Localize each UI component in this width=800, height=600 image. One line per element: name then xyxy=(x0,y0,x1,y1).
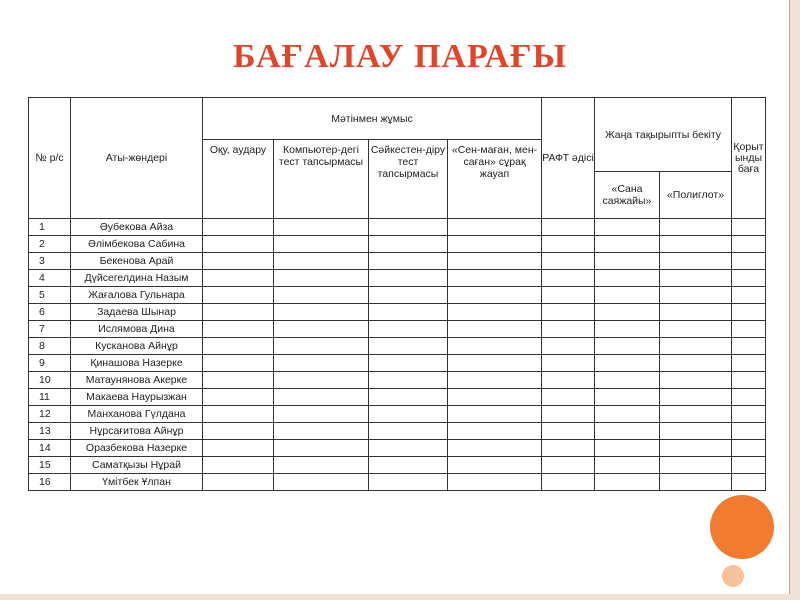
grade-cell[interactable] xyxy=(369,338,448,355)
table-row xyxy=(29,423,766,440)
header-name: Аты-жөндері xyxy=(71,98,203,219)
row-number: 8 xyxy=(29,338,71,355)
grade-cell[interactable] xyxy=(448,423,542,440)
grade-cell[interactable] xyxy=(660,287,732,304)
grade-cell[interactable] xyxy=(660,406,732,423)
student-name: Ислямова Дина xyxy=(71,321,203,338)
page-title: БАҒАЛАУ ПАРАҒЫ xyxy=(232,38,568,75)
header-saik: Сәйкестен-діру тест тапсырмасы xyxy=(369,140,448,219)
grade-cell[interactable] xyxy=(369,236,448,253)
header-sana: «Сана саяжайы» xyxy=(595,172,660,219)
grade-cell[interactable] xyxy=(732,423,766,440)
header-sen: «Сен-маған, мен-саған» сұрақ жауап xyxy=(448,140,542,219)
table-row xyxy=(29,338,766,355)
grade-cell[interactable] xyxy=(369,423,448,440)
grade-cell[interactable] xyxy=(542,270,595,287)
grade-cell[interactable] xyxy=(660,304,732,321)
header-zhana: Жаңа тақырыпты бекіту xyxy=(595,98,732,172)
grade-cell[interactable] xyxy=(203,219,274,236)
grade-cell[interactable] xyxy=(274,355,369,372)
table-row xyxy=(29,355,766,372)
header-matin: Мәтінмен жұмыс xyxy=(203,98,542,140)
grade-cell[interactable] xyxy=(274,253,369,270)
grade-cell[interactable] xyxy=(448,304,542,321)
grade-cell[interactable] xyxy=(203,440,274,457)
grade-cell[interactable] xyxy=(595,457,660,474)
grade-cell[interactable] xyxy=(595,423,660,440)
grade-cell[interactable] xyxy=(732,219,766,236)
grade-cell[interactable] xyxy=(203,236,274,253)
grade-cell[interactable] xyxy=(732,474,766,491)
student-name: Саматқызы Нұрай xyxy=(71,457,203,474)
grade-cell[interactable] xyxy=(660,270,732,287)
grade-cell[interactable] xyxy=(448,406,542,423)
grade-cell[interactable] xyxy=(732,355,766,372)
grade-cell[interactable] xyxy=(542,219,595,236)
grade-cell[interactable] xyxy=(595,270,660,287)
bottom-border-band xyxy=(0,594,800,600)
grade-cell[interactable] xyxy=(660,355,732,372)
grade-cell[interactable] xyxy=(203,423,274,440)
row-number: 12 xyxy=(29,406,71,423)
grade-cell[interactable] xyxy=(448,440,542,457)
grade-cell[interactable] xyxy=(660,219,732,236)
grade-cell[interactable] xyxy=(660,338,732,355)
grade-cell[interactable] xyxy=(203,321,274,338)
grade-cell[interactable] xyxy=(369,372,448,389)
table-row xyxy=(29,270,766,287)
grade-cell[interactable] xyxy=(203,287,274,304)
table-row xyxy=(29,253,766,270)
row-number: 13 xyxy=(29,423,71,440)
grade-cell[interactable] xyxy=(448,253,542,270)
grade-cell[interactable] xyxy=(660,423,732,440)
grade-cell[interactable] xyxy=(369,270,448,287)
grade-cell[interactable] xyxy=(732,406,766,423)
table-row xyxy=(29,457,766,474)
grade-cell[interactable] xyxy=(542,457,595,474)
student-rows xyxy=(29,219,766,491)
header-qorytyndy: Қорытынды баға xyxy=(732,98,766,219)
table-row xyxy=(29,304,766,321)
grade-cell[interactable] xyxy=(542,338,595,355)
row-number: 11 xyxy=(29,389,71,406)
grade-cell[interactable] xyxy=(203,474,274,491)
grade-cell[interactable] xyxy=(542,321,595,338)
student-name: Задаева Шынар xyxy=(71,304,203,321)
grade-cell[interactable] xyxy=(732,287,766,304)
table-row xyxy=(29,406,766,423)
table-row xyxy=(29,372,766,389)
grade-cell[interactable] xyxy=(542,287,595,304)
grade-cell[interactable] xyxy=(369,304,448,321)
student-name: Манханова Гүлдана xyxy=(71,406,203,423)
grade-cell[interactable] xyxy=(595,219,660,236)
student-name: Нұрсағитова Айнұр xyxy=(71,423,203,440)
grade-cell[interactable] xyxy=(542,423,595,440)
grade-cell[interactable] xyxy=(274,270,369,287)
grade-cell[interactable] xyxy=(274,389,369,406)
row-number: 9 xyxy=(29,355,71,372)
grade-cell[interactable] xyxy=(369,219,448,236)
grade-cell[interactable] xyxy=(369,474,448,491)
row-number: 3 xyxy=(29,253,71,270)
grade-cell[interactable] xyxy=(274,304,369,321)
grade-cell[interactable] xyxy=(542,355,595,372)
grade-cell[interactable] xyxy=(274,372,369,389)
grade-cell[interactable] xyxy=(542,406,595,423)
grade-cell[interactable] xyxy=(448,321,542,338)
row-number: 2 xyxy=(29,236,71,253)
grade-cell[interactable] xyxy=(542,440,595,457)
grade-cell[interactable] xyxy=(203,253,274,270)
header-num: № р/с xyxy=(29,98,71,219)
student-name: Дүйсегелдина Назым xyxy=(71,270,203,287)
student-name: Матаунянова Акерке xyxy=(71,372,203,389)
grade-cell[interactable] xyxy=(732,321,766,338)
table-row xyxy=(29,321,766,338)
grade-cell[interactable] xyxy=(542,474,595,491)
grade-cell[interactable] xyxy=(660,440,732,457)
grade-cell[interactable] xyxy=(660,321,732,338)
grade-cell[interactable] xyxy=(595,236,660,253)
grade-cell[interactable] xyxy=(732,457,766,474)
grade-cell[interactable] xyxy=(448,389,542,406)
grade-cell[interactable] xyxy=(274,457,369,474)
student-name: Әлімбекова Сабина xyxy=(71,236,203,253)
grade-cell[interactable] xyxy=(448,372,542,389)
grade-cell[interactable] xyxy=(369,389,448,406)
grade-cell[interactable] xyxy=(203,338,274,355)
table-row xyxy=(29,287,766,304)
row-number: 16 xyxy=(29,474,71,491)
grade-cell[interactable] xyxy=(369,355,448,372)
student-name: Әубекова Айза xyxy=(71,219,203,236)
grade-cell[interactable] xyxy=(274,236,369,253)
grade-cell[interactable] xyxy=(660,457,732,474)
grade-cell[interactable] xyxy=(274,474,369,491)
grade-cell[interactable] xyxy=(448,270,542,287)
grade-cell[interactable] xyxy=(542,389,595,406)
grade-cell[interactable] xyxy=(595,406,660,423)
row-number: 6 xyxy=(29,304,71,321)
grade-cell[interactable] xyxy=(595,372,660,389)
grade-cell[interactable] xyxy=(542,304,595,321)
grade-cell[interactable] xyxy=(595,474,660,491)
table-row xyxy=(29,474,766,491)
grade-cell[interactable] xyxy=(448,457,542,474)
grade-cell[interactable] xyxy=(369,440,448,457)
grade-cell[interactable] xyxy=(448,338,542,355)
grade-cell[interactable] xyxy=(542,372,595,389)
grade-cell[interactable] xyxy=(732,372,766,389)
grade-cell[interactable] xyxy=(660,474,732,491)
student-name: Оразбекова Назерке xyxy=(71,440,203,457)
grade-cell[interactable] xyxy=(203,304,274,321)
student-name: Жағалова Гульнара xyxy=(71,287,203,304)
grade-cell[interactable] xyxy=(595,304,660,321)
grade-cell[interactable] xyxy=(274,423,369,440)
grade-cell[interactable] xyxy=(595,440,660,457)
grade-cell[interactable] xyxy=(732,389,766,406)
header-poliglot: «Полиглот» xyxy=(660,172,732,219)
grade-cell[interactable] xyxy=(732,253,766,270)
grade-cell[interactable] xyxy=(732,236,766,253)
grade-cell[interactable] xyxy=(274,287,369,304)
grade-cell[interactable] xyxy=(274,406,369,423)
grade-cell[interactable] xyxy=(369,321,448,338)
row-number: 7 xyxy=(29,321,71,338)
row-number: 15 xyxy=(29,457,71,474)
decorative-circle-large xyxy=(710,495,774,559)
grade-cell[interactable] xyxy=(448,355,542,372)
grade-cell[interactable] xyxy=(732,440,766,457)
grade-cell[interactable] xyxy=(448,219,542,236)
grade-cell[interactable] xyxy=(595,287,660,304)
grade-cell[interactable] xyxy=(448,474,542,491)
grade-cell[interactable] xyxy=(542,236,595,253)
grade-cell[interactable] xyxy=(660,236,732,253)
grade-cell[interactable] xyxy=(274,219,369,236)
grade-cell[interactable] xyxy=(542,253,595,270)
student-name: Бекенова Арай xyxy=(71,253,203,270)
decorative-circle-small xyxy=(722,565,744,587)
grade-cell[interactable] xyxy=(448,236,542,253)
row-number: 1 xyxy=(29,219,71,236)
grade-cell[interactable] xyxy=(595,389,660,406)
grade-cell[interactable] xyxy=(203,406,274,423)
right-border-band xyxy=(790,0,800,600)
grade-cell[interactable] xyxy=(369,287,448,304)
grade-cell[interactable] xyxy=(203,372,274,389)
table-row xyxy=(29,219,766,236)
grade-cell[interactable] xyxy=(203,457,274,474)
grade-cell[interactable] xyxy=(660,372,732,389)
grade-table xyxy=(28,97,766,491)
student-name: Кусканова Айнұр xyxy=(71,338,203,355)
grade-cell[interactable] xyxy=(595,321,660,338)
right-border-line xyxy=(789,0,790,600)
student-name: Макаева Наурызжан xyxy=(71,389,203,406)
table-row xyxy=(29,236,766,253)
table-row xyxy=(29,389,766,406)
grade-cell[interactable] xyxy=(595,338,660,355)
grade-cell[interactable] xyxy=(595,355,660,372)
row-number: 14 xyxy=(29,440,71,457)
grade-cell[interactable] xyxy=(732,270,766,287)
header-komp: Компьютер-дегі тест тапсырмасы xyxy=(274,140,369,219)
row-number: 10 xyxy=(29,372,71,389)
grade-cell[interactable] xyxy=(369,457,448,474)
grade-cell[interactable] xyxy=(274,440,369,457)
grade-cell[interactable] xyxy=(448,287,542,304)
header-oqu: Оқу, аудару xyxy=(203,140,274,219)
grade-cell[interactable] xyxy=(660,253,732,270)
grade-cell[interactable] xyxy=(595,253,660,270)
row-number: 5 xyxy=(29,287,71,304)
grade-cell[interactable] xyxy=(203,389,274,406)
grade-cell[interactable] xyxy=(274,321,369,338)
grade-cell[interactable] xyxy=(274,338,369,355)
grade-cell[interactable] xyxy=(732,338,766,355)
grade-cell[interactable] xyxy=(203,355,274,372)
grade-cell[interactable] xyxy=(660,389,732,406)
header-raft: РАФТ әдісі xyxy=(542,98,595,219)
grade-cell[interactable] xyxy=(369,253,448,270)
grade-cell[interactable] xyxy=(732,304,766,321)
student-name: Үмітбек Ұлпан xyxy=(71,474,203,491)
row-number: 4 xyxy=(29,270,71,287)
grade-cell[interactable] xyxy=(203,270,274,287)
table-row xyxy=(29,440,766,457)
student-name: Қинашова Назерке xyxy=(71,355,203,372)
grade-cell[interactable] xyxy=(369,406,448,423)
